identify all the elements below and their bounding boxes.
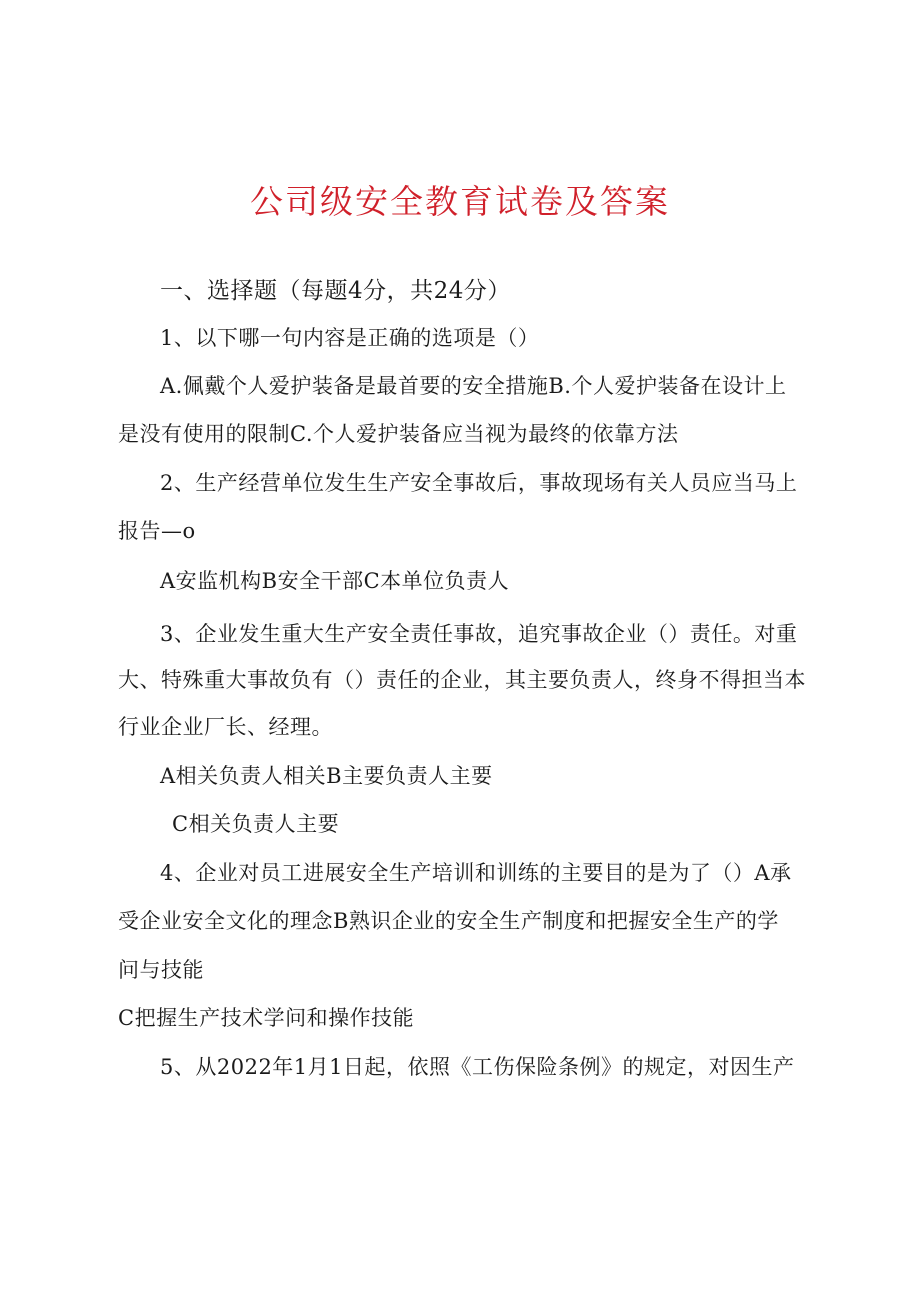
question-4-options: C把握生产技术学问和操作技能 (118, 1006, 415, 1030)
question-4-line-2: 受企业安全文化的理念B熟识企业的安全生产制度和把握安全生产的学 (118, 909, 779, 933)
question-1-options-line-2: 是没有使用的限制C.个人爱护装备应当视为最终的依靠方法 (118, 422, 679, 446)
question-3-options-line-2: C相关负责人主要 (172, 812, 340, 836)
question-5-line-1: 5、从2022年1月1日起，依照《工伤保险条例》的规定，对因生产 (160, 1055, 795, 1079)
section-heading: 一、选择题（每题4分，共24分） (160, 278, 511, 304)
question-2-line-1: 2、生产经营单位发生生产安全事故后，事故现场有关人员应当马上 (160, 471, 798, 495)
question-3-line-1: 3、企业发生重大生产安全责任事故，追究事故企业（）责任。对重 (160, 622, 798, 646)
question-2-options: A安监机构B安全干部C本单位负责人 (160, 569, 510, 593)
question-1: 1、以下哪一句内容是正确的选项是（） (160, 326, 540, 350)
question-4-line-3: 问与技能 (118, 958, 204, 982)
question-4-line-1: 4、企业对员工进展安全生产培训和训练的主要目的是为了（）A承 (160, 861, 792, 885)
question-3-line-3: 行业企业厂长、经理。 (118, 715, 333, 739)
question-3-options-line-1: A相关负责人相关B主要负责人主要 (160, 764, 493, 788)
question-2-line-2: 报告—o (118, 519, 196, 543)
document-title: 公司级安全教育试卷及答案 (250, 182, 670, 221)
question-3-line-2: 大、特殊重大事故负有（）责任的企业，其主要负责人，终身不得担当本 (118, 668, 806, 692)
question-1-options-line-1: A.佩戴个人爱护装备是最首要的安全措施B.个人爱护装备在设计上 (160, 374, 787, 398)
